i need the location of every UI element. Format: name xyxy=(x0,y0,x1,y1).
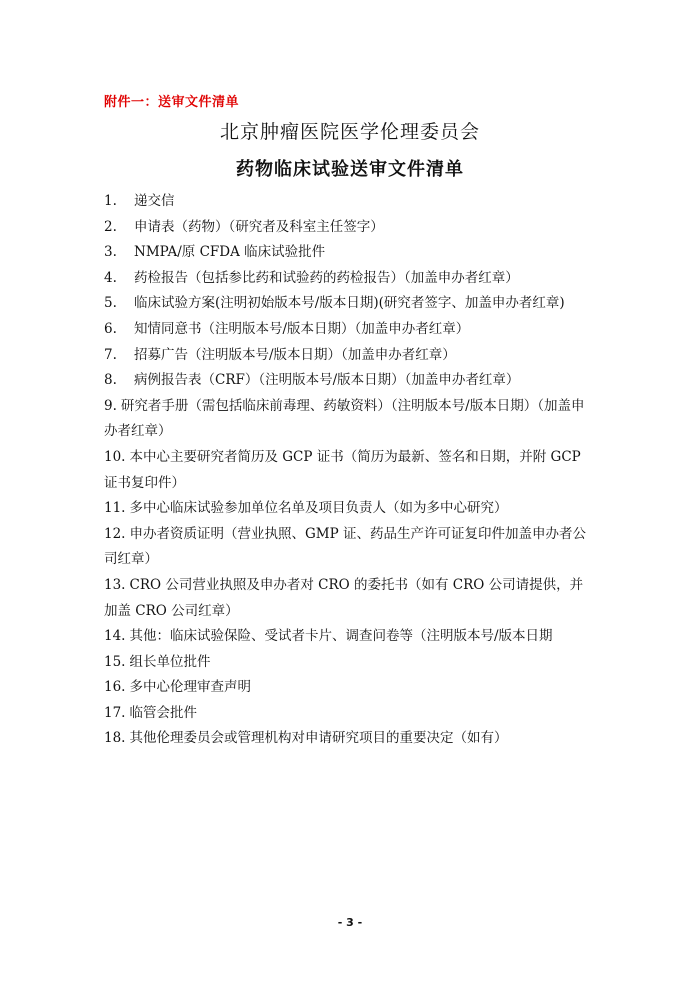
item-number: 16. xyxy=(104,679,126,696)
list-item xyxy=(104,368,596,394)
item-number: 3. xyxy=(104,244,117,261)
item-text: 申请表（药物）（研究者及科室主任签字） xyxy=(134,218,384,235)
item-number: 7. xyxy=(104,346,117,363)
item-text: 临床试验方案(注明初始版本号/版本日期)(研究者签字、加盖申办者红章) xyxy=(134,295,565,312)
list-item xyxy=(104,650,596,676)
item-number: 17. xyxy=(104,704,126,721)
document-title: 药物临床试验送审文件清单 xyxy=(236,159,464,180)
item-number: 6. xyxy=(104,320,117,337)
list-item xyxy=(104,394,596,445)
item-text: 病例报告表（CRF）（注明版本号/版本日期）（加盖申办者红章） xyxy=(134,372,520,389)
item-text: 递交信 xyxy=(134,193,175,209)
item-text: 申办者资质证明（营业执照、GMP 证、药品生产许可证复印件加盖申办者公司红章） xyxy=(104,525,586,568)
item-text: 组长单位批件 xyxy=(129,653,211,670)
list-item xyxy=(104,496,596,522)
item-text: NMPA/原 CFDA 临床试验批件 xyxy=(134,244,326,261)
list-item xyxy=(104,573,596,624)
item-number: 18. xyxy=(104,730,126,747)
item-number: 15. xyxy=(104,653,126,670)
list-item xyxy=(104,189,596,215)
list-item xyxy=(104,522,596,573)
item-number: 5. xyxy=(104,295,117,312)
item-text: 知情同意书（注明版本号/版本日期）（加盖申办者红章） xyxy=(134,320,470,337)
item-text: 招募广告（注明版本号/版本日期）（加盖申办者红章） xyxy=(134,346,456,363)
item-number: 14. xyxy=(104,628,126,645)
item-number: 13. xyxy=(104,576,126,593)
organization-title: 北京肿瘤医院医学伦理委员会 xyxy=(219,121,480,143)
item-number: 11. xyxy=(104,500,126,517)
list-item xyxy=(104,726,596,752)
list-item xyxy=(104,343,596,369)
item-number: 9. xyxy=(104,397,117,414)
annex-label: 附件一：送审文件清单 xyxy=(104,95,240,110)
list-item xyxy=(104,701,596,727)
item-text: 本中心主要研究者简历及 GCP 证书（简历为最新、签名和日期，并附 GCP 证书复印件） xyxy=(104,448,581,491)
item-number: 1. xyxy=(104,193,117,209)
submission-document-list xyxy=(104,189,596,752)
item-text: 其他：临床试验保险、受试者卡片、调查问卷等（注明版本号/版本日期 xyxy=(129,628,553,645)
item-text: CRO 公司营业执照及申办者对 CRO 的委托书（如有 CRO 公司请提供，并加盖 CRO 公司红章） xyxy=(104,576,584,619)
page-number: - 3 - xyxy=(337,916,363,929)
item-text: 临管会批件 xyxy=(129,704,197,721)
list-item xyxy=(104,624,596,650)
list-item xyxy=(104,445,596,496)
list-item xyxy=(104,317,596,343)
list-item xyxy=(104,240,596,266)
item-number: 12. xyxy=(104,525,126,542)
item-text: 其他伦理委员会或管理机构对申请研究项目的重要决定（如有） xyxy=(129,730,508,747)
item-text: 多中心临床试验参加单位名单及项目负责人（如为多中心研究） xyxy=(129,500,508,517)
item-text: 药检报告（包括参比药和试验药的药检报告）（加盖申办者红章） xyxy=(134,269,519,286)
list-item xyxy=(104,675,596,701)
item-text: 多中心伦理审查声明 xyxy=(129,679,251,696)
list-item xyxy=(104,266,596,292)
item-number: 10. xyxy=(104,448,126,465)
item-number: 8. xyxy=(104,372,117,389)
item-number: 2. xyxy=(104,218,117,235)
item-number: 4. xyxy=(104,269,117,286)
item-text: 研究者手册（需包括临床前毒理、药敏资料）（注明版本号/版本日期）（加盖申办者红章） xyxy=(104,397,585,440)
list-item xyxy=(104,215,596,241)
list-item xyxy=(104,291,596,317)
